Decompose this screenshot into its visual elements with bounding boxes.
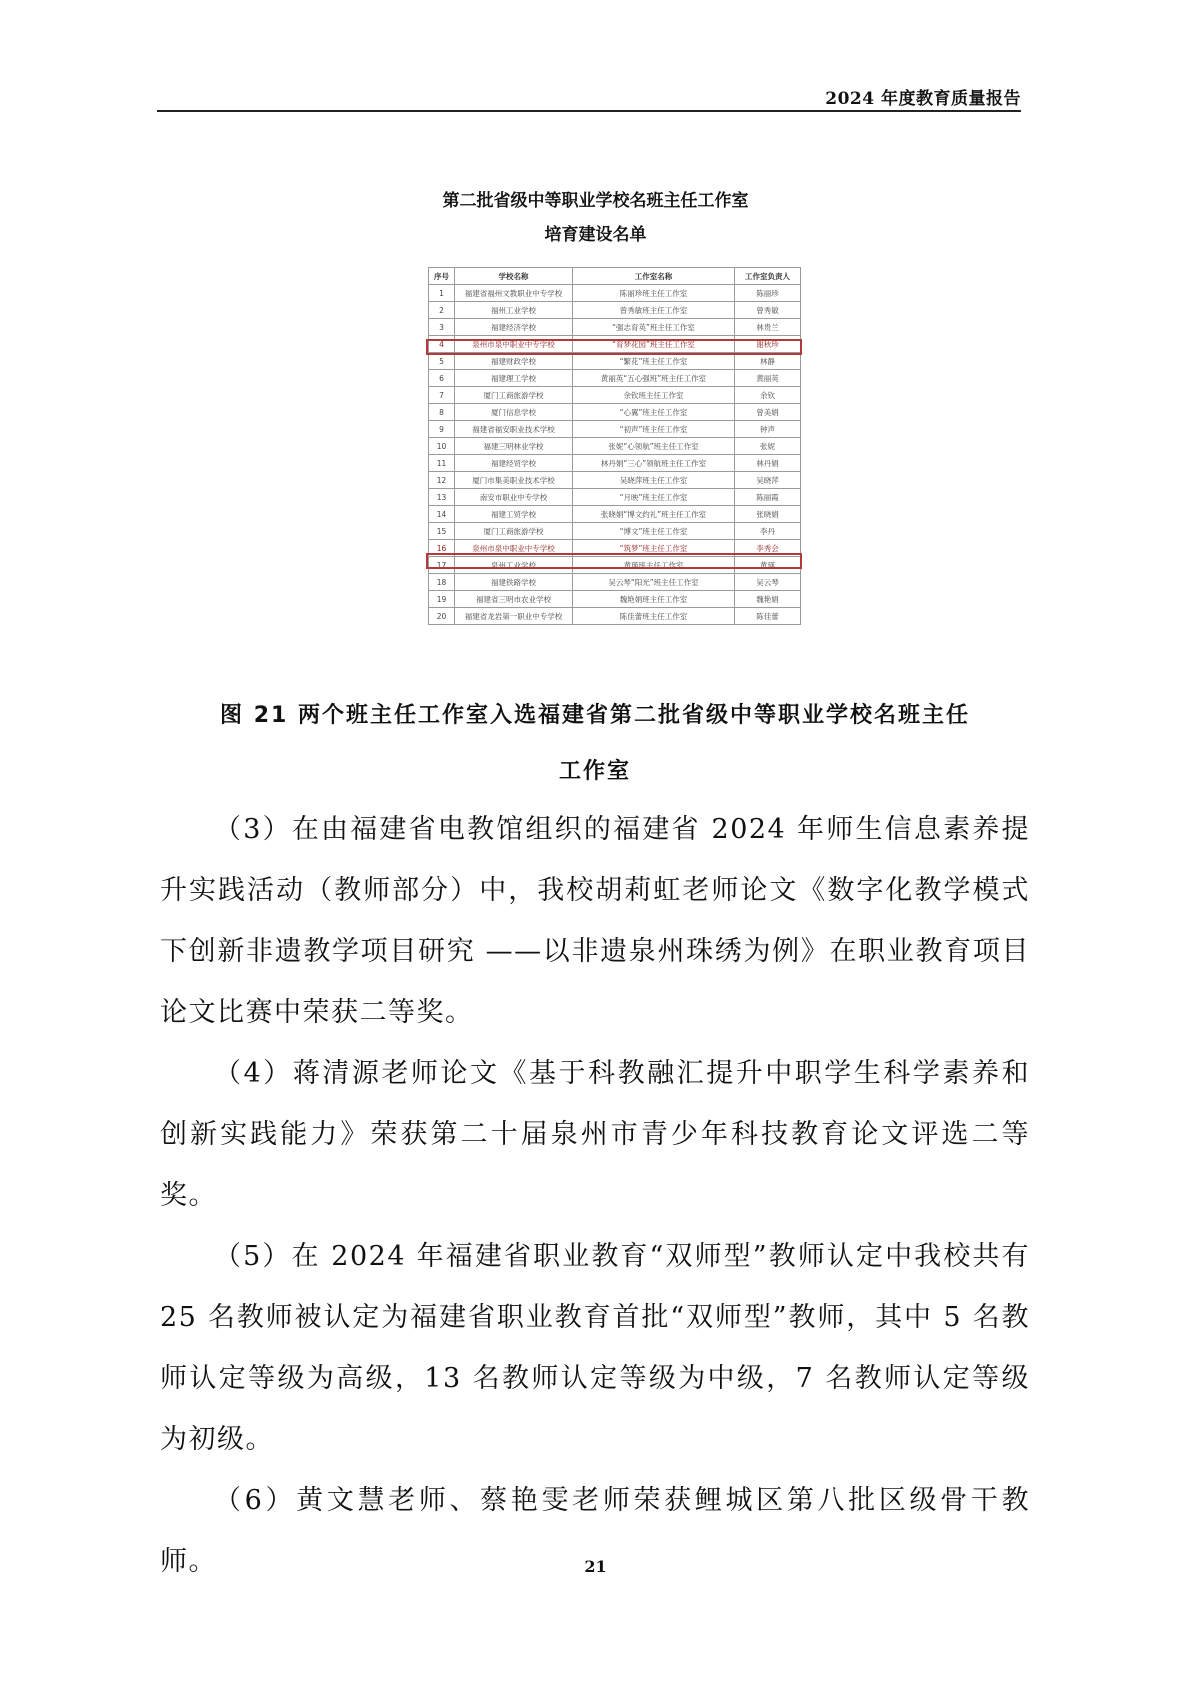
- cell-no: 3: [429, 319, 455, 336]
- cell-school: 厦门工商旅游学校: [455, 523, 573, 540]
- cell-leader: 林贵兰: [735, 319, 801, 336]
- cell-leader: 钟声: [735, 421, 801, 438]
- cell-no: 20: [429, 608, 455, 625]
- table-row: [429, 438, 801, 455]
- cell-school: 福建省龙岩第一职业中专学校: [455, 608, 573, 625]
- column-header-no: 序号: [429, 268, 455, 285]
- cell-studio: 黄瑛班主任工作室: [573, 557, 735, 574]
- cell-studio: 曾秀敏班主任工作室: [573, 302, 735, 319]
- cell-studio: 黄丽英“五心强班”班主任工作室: [573, 370, 735, 387]
- cell-no: 13: [429, 489, 455, 506]
- figure-caption-line2: 工作室: [558, 759, 631, 784]
- table-row: [429, 353, 801, 370]
- cell-studio: 余钦班主任工作室: [573, 387, 735, 404]
- cell-leader: 吴晓萍: [735, 472, 801, 489]
- cell-no: 18: [429, 574, 455, 591]
- cell-leader: 曾秀敏: [735, 302, 801, 319]
- cell-leader: 李丹: [735, 523, 801, 540]
- cell-leader: 余钦: [735, 387, 801, 404]
- table-header-row: [429, 268, 801, 285]
- cell-no: 7: [429, 387, 455, 404]
- cell-school: 厦门市集美职业技术学校: [455, 472, 573, 489]
- cell-no: 8: [429, 404, 455, 421]
- page-number: 21: [584, 1557, 607, 1576]
- paragraph-3: （3）在由福建省电教馆组织的福建省 2024 年师生信息素养提升实践活动（教师部分）中，我校胡莉虹老师论文《数字化教学模式下创新非遗教学项目研究 ——以非遗泉州珠绣为例》在职业教育项目论文比赛中荣获二等奖。: [160, 814, 1030, 1028]
- cell-studio: 陈佳蕾班主任工作室: [573, 608, 735, 625]
- cell-leader: 张晓娟: [735, 506, 801, 523]
- cell-no: 17: [429, 557, 455, 574]
- cell-school: 福建省福州文教职业中专学校: [455, 285, 573, 302]
- cell-leader: 林丹娟: [735, 455, 801, 472]
- cell-studio: 林丹娟“三心”领航班主任工作室: [573, 455, 735, 472]
- cell-school: 福建财政学校: [455, 353, 573, 370]
- cell-leader: 陈丽珍: [735, 285, 801, 302]
- cell-leader: 李秀会: [735, 540, 801, 557]
- cell-leader: 黄瑛: [735, 557, 801, 574]
- cell-school: 福建工贸学校: [455, 506, 573, 523]
- cell-school: 福建三明林业学校: [455, 438, 573, 455]
- table-row: [429, 591, 801, 608]
- column-header-studio: 工作室名称: [573, 268, 735, 285]
- table-row: [429, 285, 801, 302]
- cell-leader: 林静: [735, 353, 801, 370]
- cell-no: 1: [429, 285, 455, 302]
- table-row: [429, 336, 801, 353]
- table-body: [429, 285, 801, 625]
- cell-school: 福州工业学校: [455, 302, 573, 319]
- figure-title-line2: 培育建设名单: [544, 225, 647, 245]
- body-text: [160, 799, 1030, 1592]
- cell-leader: 张妮: [735, 438, 801, 455]
- header-divider: [157, 110, 1021, 112]
- figure-caption-line1: 图 21 两个班主任工作室入选福建省第二批省级中等职业学校名班主任: [220, 703, 970, 728]
- cell-school: 福建省福安职业技术学校: [455, 421, 573, 438]
- cell-studio: 张妮“心领航”班主任工作室: [573, 438, 735, 455]
- cell-school: 南安市职业中专学校: [455, 489, 573, 506]
- cell-studio: 魏艳娟班主任工作室: [573, 591, 735, 608]
- column-header-school: 学校名称: [455, 268, 573, 285]
- cell-no: 14: [429, 506, 455, 523]
- cell-studio: “心翼”班主任工作室: [573, 404, 735, 421]
- table-row: [429, 523, 801, 540]
- cell-school: 厦门工商旅游学校: [455, 387, 573, 404]
- table-row: [429, 404, 801, 421]
- cell-studio: “繁花”班主任工作室: [573, 353, 735, 370]
- cell-no: 12: [429, 472, 455, 489]
- cell-leader: 曾美娟: [735, 404, 801, 421]
- table-row: [429, 489, 801, 506]
- table-row: [429, 472, 801, 489]
- cell-leader: 黄丽英: [735, 370, 801, 387]
- header-title: 2024 年度教育质量报告: [825, 89, 1021, 109]
- paragraph-4: （4）蒋清源老师论文《基于科教融汇提升中职学生科学素养和创新实践能力》荣获第二十届泉州市青少年科技教育论文评选二等奖。: [160, 1058, 1030, 1211]
- cell-school: 泉州市泉中职业中专学校: [455, 336, 573, 353]
- cell-no: 6: [429, 370, 455, 387]
- cell-studio: “初声”班主任工作室: [573, 421, 735, 438]
- cell-school: 福建经济学校: [455, 319, 573, 336]
- studio-list-table: [428, 267, 801, 625]
- cell-leader: 谢秋珍: [735, 336, 801, 353]
- cell-no: 11: [429, 455, 455, 472]
- cell-no: 15: [429, 523, 455, 540]
- cell-studio: 吴云琴“阳光”班主任工作室: [573, 574, 735, 591]
- cell-school: 福建理工学校: [455, 370, 573, 387]
- table-row: [429, 540, 801, 557]
- cell-studio: “育梦花园”班主任工作室: [573, 336, 735, 353]
- cell-leader: 陈丽霞: [735, 489, 801, 506]
- table-row: [429, 319, 801, 336]
- cell-school: 厦门信息学校: [455, 404, 573, 421]
- cell-no: 4: [429, 336, 455, 353]
- cell-studio: 张晓娟“博文约礼”班主任工作室: [573, 506, 735, 523]
- cell-no: 10: [429, 438, 455, 455]
- cell-no: 19: [429, 591, 455, 608]
- cell-studio: 吴晓萍班主任工作室: [573, 472, 735, 489]
- table-row: [429, 506, 801, 523]
- cell-studio: 陈丽珍班主任工作室: [573, 285, 735, 302]
- table-row: [429, 370, 801, 387]
- table-row: [429, 421, 801, 438]
- cell-studio: “强志育英”班主任工作室: [573, 319, 735, 336]
- cell-studio: “博文”班主任工作室: [573, 523, 735, 540]
- column-header-leader: 工作室负责人: [735, 268, 801, 285]
- cell-leader: 吴云琴: [735, 574, 801, 591]
- cell-studio: “月映”班主任工作室: [573, 489, 735, 506]
- cell-school: 福建省三明市农业学校: [455, 591, 573, 608]
- cell-no: 5: [429, 353, 455, 370]
- table-row: [429, 608, 801, 625]
- table-row: [429, 455, 801, 472]
- cell-school: 泉州市泉中职业中专学校: [455, 540, 573, 557]
- cell-no: 16: [429, 540, 455, 557]
- table-row: [429, 387, 801, 404]
- cell-studio: “筑梦”班主任工作室: [573, 540, 735, 557]
- table-row: [429, 302, 801, 319]
- paragraph-6: （6）黄文慧老师、蔡艳雯老师荣获鲤城区第八批区级骨干教师。: [160, 1485, 1030, 1577]
- figure-title-line1: 第二批省级中等职业学校名班主任工作室: [442, 191, 749, 211]
- table-row: [429, 574, 801, 591]
- cell-leader: 陈佳蕾: [735, 608, 801, 625]
- cell-no: 2: [429, 302, 455, 319]
- cell-no: 9: [429, 421, 455, 438]
- cell-school: 泉州工业学校: [455, 557, 573, 574]
- cell-school: 福建铁路学校: [455, 574, 573, 591]
- paragraph-5: （5）在 2024 年福建省职业教育“双师型”教师认定中我校共有 25 名教师被认定为福建省职业教育首批“双师型”教师，其中 5 名教师认定等级为高级，13 名教师认定等级为中级，7 名教师认定等级为初级。: [160, 1241, 1030, 1455]
- cell-school: 福建经贸学校: [455, 455, 573, 472]
- table-row: [429, 557, 801, 574]
- cell-leader: 魏艳娟: [735, 591, 801, 608]
